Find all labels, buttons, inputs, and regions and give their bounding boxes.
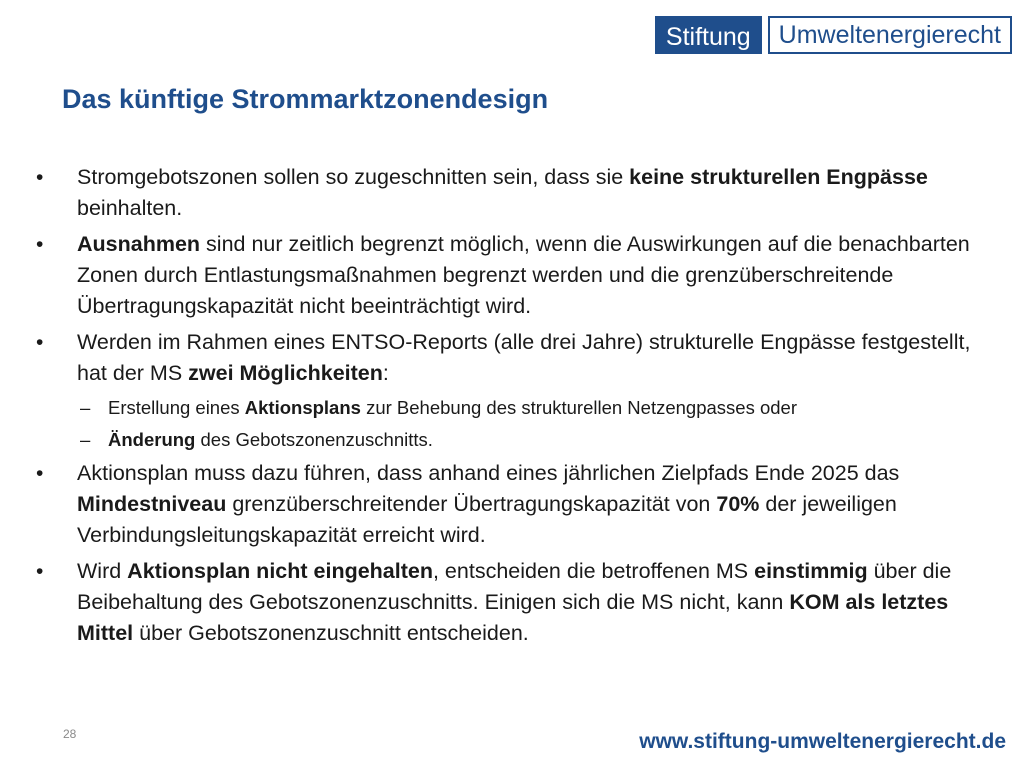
text-segment: der jeweiligen Verbindungsleitungskapazität erreicht wird. — [77, 492, 897, 547]
sub-bullet-item — [80, 394, 996, 421]
bullet-text — [77, 327, 996, 389]
bullet-text — [77, 162, 996, 224]
bullet-marker: • — [36, 462, 44, 485]
bullet-item — [36, 162, 996, 224]
logo-umweltenergierecht: Umweltenergierecht — [768, 16, 1012, 54]
bullet-text — [108, 394, 797, 421]
slide-title: Das künftige Strommarktzonendesign — [62, 84, 549, 114]
bullet-text — [108, 426, 433, 453]
bullet-item — [36, 229, 996, 322]
page-number: 28 — [63, 727, 77, 741]
bold-text: Aktionsplan nicht eingehalten — [127, 559, 433, 583]
bullet-text — [77, 458, 996, 551]
logo-stiftung: Stiftung — [655, 16, 762, 54]
bold-text: 70% — [716, 492, 760, 516]
bold-text: Mindestniveau — [77, 492, 227, 516]
bullet-item — [36, 327, 996, 389]
text-segment: zur Behebung des strukturellen Netzengpasses oder — [360, 397, 797, 418]
bullet-marker: • — [36, 166, 44, 189]
bold-text: Aktionsplans — [244, 397, 361, 418]
footer-url: www.stiftung-umweltenergierecht.de — [639, 730, 1006, 753]
bullet-item — [36, 458, 996, 551]
bullet-marker: • — [36, 331, 44, 354]
text-segment: , entscheiden die betroffenen MS — [432, 559, 755, 583]
text-segment: : — [382, 361, 389, 385]
bullet-text — [77, 556, 996, 649]
bold-text: keine strukturellen Engpässe — [629, 165, 928, 189]
text-segment: über die Beibehaltung des Gebotszonenzuschnitts. Einigen sich die MS nicht, kann — [77, 559, 952, 614]
text-segment: Aktionsplan muss dazu führen, dass anhand eines jährlichen Zielpfads Ende 2025 das — [77, 461, 900, 485]
text-segment: Wird — [77, 559, 128, 583]
text-segment: über Gebotszonenzuschnitt entscheiden. — [133, 621, 529, 645]
text-segment: Werden im Rahmen eines ENTSO-Reports (alle drei Jahre) strukturelle Engpässe festgestellt, hat der MS — [77, 330, 971, 385]
text-segment: Stromgebotszonen sollen so zugeschnitten sein, dass sie — [77, 165, 630, 189]
bullet-list — [36, 162, 996, 654]
text-segment: beinhalten. — [77, 196, 183, 220]
dash-marker: – — [80, 397, 91, 418]
bold-text: einstimmig — [754, 559, 868, 583]
text-segment: Erstellung eines — [108, 397, 245, 418]
bold-text: Änderung — [108, 429, 196, 450]
bullet-text — [77, 229, 996, 322]
bullet-item — [36, 556, 996, 649]
text-segment: grenzüberschreitender Übertragungskapazität von — [226, 492, 717, 516]
bold-text: KOM als letztes Mittel — [77, 590, 949, 645]
bullet-marker: • — [36, 560, 44, 583]
bullet-marker: • — [36, 233, 44, 256]
dash-marker: – — [80, 429, 91, 450]
text-segment: des Gebotszonenzuschnitts. — [195, 429, 433, 450]
text-segment: sind nur zeitlich begrenzt möglich, wenn die Auswirkungen auf die benachbarten Zonen durch Entlastungsmaßnahmen begrenzt werden und die grenzüberschreitende Übertragungskapazität nicht beeinträchtigt wird. — [77, 232, 970, 318]
sub-bullet-item — [80, 426, 996, 453]
bold-text: zwei Möglichkeiten — [188, 361, 383, 385]
logo — [655, 16, 1012, 54]
bold-text: Ausnahmen — [77, 232, 201, 256]
